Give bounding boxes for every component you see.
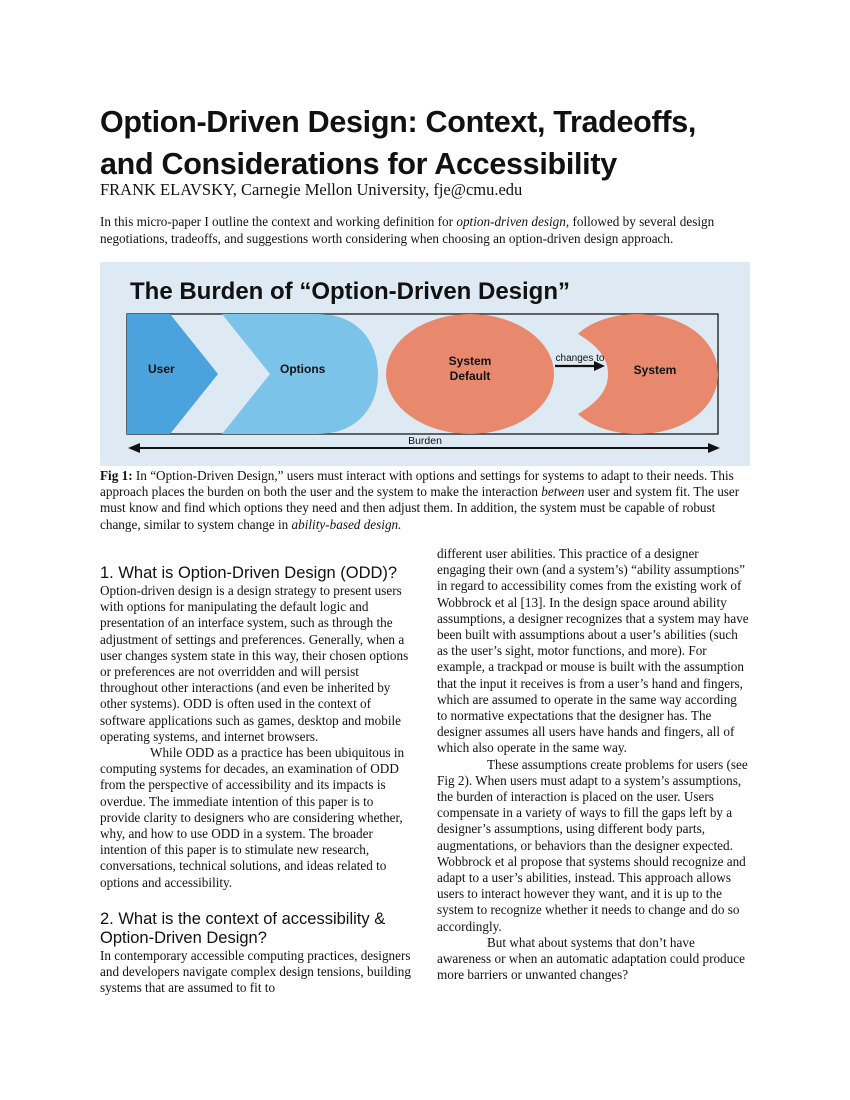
caption-emphasis: ability-based design. <box>291 516 402 532</box>
author-line: FRANK ELAVSKY, Carnegie Mellon University, fje@cmu.edu <box>100 180 523 199</box>
burden-arrow-right <box>708 443 720 453</box>
burden-diagram <box>100 262 750 466</box>
section-1-heading: 1. What is Option-Driven Design (ODD)? <box>100 564 398 582</box>
figure-title: The Burden of “Option-Driven Design” <box>130 278 571 305</box>
paragraph: Option-driven design is a design strategy to present users with options for manipulating the default logic and presentation of an interface system, such as through the adjustment of settings and preferences. Generally, when a user changes system state in this way, their chosen options or preferences are not overridden and will persist throughout other interactions (and even be inherited by other systems). ODD is often used in the context of software applications such as games, desktop and mobile operating systems, and internet browsers. <box>100 583 409 744</box>
system-default-label-1: System <box>448 354 492 368</box>
changes-to-label: changes to <box>555 353 605 364</box>
paragraph: But what about systems that don’t have awareness or when an automatic adaptation could produce more barriers or unwanted changes? <box>437 934 745 983</box>
intro-text: , followed by several design negotiations, tradeoffs, and suggestions worth considering when choosing an option-driven design approach. <box>100 214 715 246</box>
caption-text: user and system fit. The user must know and find which options they need and then adjust them. In addition, the system must be capable of robust change, similar to system change in <box>100 484 740 532</box>
system-label: System <box>633 363 677 377</box>
burden-arrow-left <box>128 443 140 453</box>
right-column <box>437 546 750 983</box>
intro-paragraph <box>100 213 755 247</box>
paragraph: In contemporary accessible computing practices, designers and developers navigate complex design tensions, building systems that are assumed to fit to <box>100 947 411 996</box>
caption-label: Fig 1: <box>100 468 133 483</box>
section-2-heading: 2. What is the context of accessibility & Option-Driven Design? <box>100 909 386 947</box>
user-label: User <box>148 362 175 376</box>
options-label: Options <box>280 362 326 376</box>
figure-1 <box>100 262 750 466</box>
paper-title: Option-Driven Design: Context, Tradeoffs, and Considerations for Accessibility <box>100 105 697 181</box>
burden-label: Burden <box>408 435 442 447</box>
system-default-label-2: Default <box>449 369 491 383</box>
paragraph: While ODD as a practice has been ubiquitous in computing systems for decades, an examination of ODD from the perspective of accessibility and its impacts is overdue. The immediate intention of this paper is to provide clarity to designers who are considering whether, why, and how to use ODD in a system. The broader intention of this paper is to stimulate new research, conversations, technical solutions, and ideas related to options and accessibility. <box>100 745 405 890</box>
caption-text: In “Option-Driven Design,” users must interact with options and settings for systems to adapt to their needs. This approach places the burden on both the user and the system to make the interaction <box>100 468 734 500</box>
intro-emphasis: option-driven design <box>456 214 566 229</box>
paragraph: These assumptions create problems for users (see Fig 2). When users must adapt to a system’s assumptions, the burden of interaction is placed on the user. Users compensate in a variety of ways to fill the gaps left by a designer’s assumptions, using different body parts, augmentations, or behaviors than the designer expected. Wobbrock et al propose that systems should recognize and adapt to a user’s abilities, instead. This approach allows users to interact however they want, and it is up to the system to recognize whether it needs to change and do so accordingly. <box>437 756 748 934</box>
left-column <box>100 564 413 996</box>
figure-caption <box>100 468 755 533</box>
caption-emphasis: between <box>541 484 585 500</box>
paragraph: different user abilities. This practice of a designer engaging their own (and a system’s) “ability assumptions” in regard to accessibility comes from the existing work of Wobbrock et al [13]. In the design space around ability assumptions, a designer recognizes that a system may have been built with assumptions about a user’s abilities (such as the user’s sight, motor functions, and more). For example, a trackpad or mouse is built with the assumption that the input it receives is from a user’s hand and fingers, which are assumed to operate in the same way according to normative expectations that the designer has. The designer assumes all users have hands and fingers, all of which also operate in the same way. <box>437 546 749 756</box>
intro-text: In this micro-paper I outline the context and working definition for <box>100 214 457 229</box>
